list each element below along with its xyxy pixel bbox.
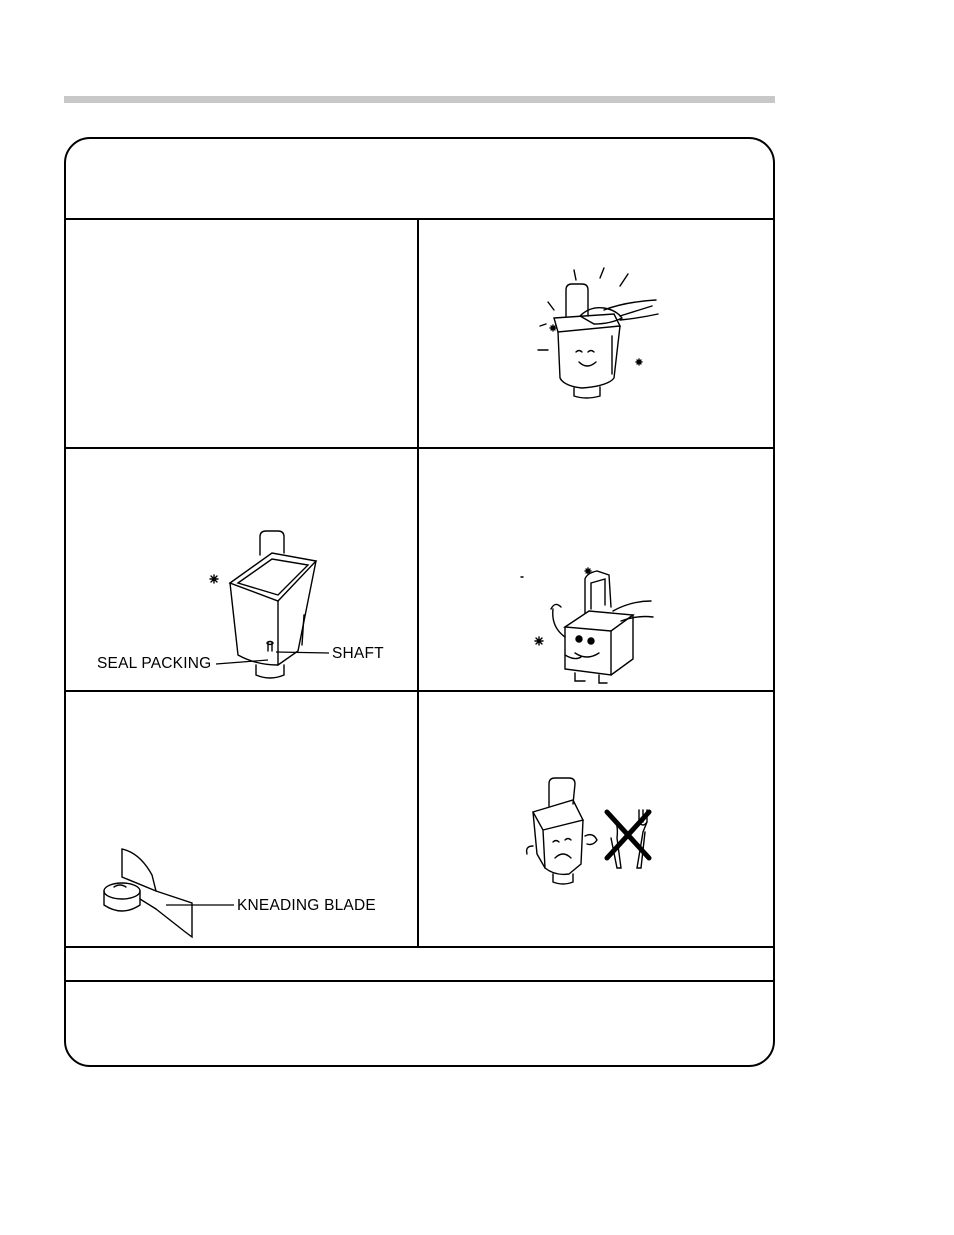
bread-maker-being-wiped-icon	[541, 557, 681, 687]
kneading-blade-label: KNEADING BLADE	[237, 897, 376, 914]
cell-no-sharp-tools	[419, 692, 775, 946]
instruction-frame	[64, 137, 775, 1067]
shaft-label: SHAFT	[332, 645, 384, 662]
blade-leader-line	[66, 692, 417, 946]
header-rule	[64, 96, 775, 103]
bread-pan-being-wiped-icon	[524, 266, 684, 416]
cell-pan-parts	[66, 449, 417, 690]
shaft-leader-line	[66, 449, 417, 690]
cell-wipe-machine	[419, 449, 775, 690]
cell-kneading-blade	[66, 692, 417, 946]
seal-packing-label: SEAL PACKING	[97, 655, 212, 672]
cell-wipe-pan	[419, 220, 775, 447]
footer-divider	[66, 980, 773, 982]
no-knife-fork-icon	[525, 776, 675, 896]
